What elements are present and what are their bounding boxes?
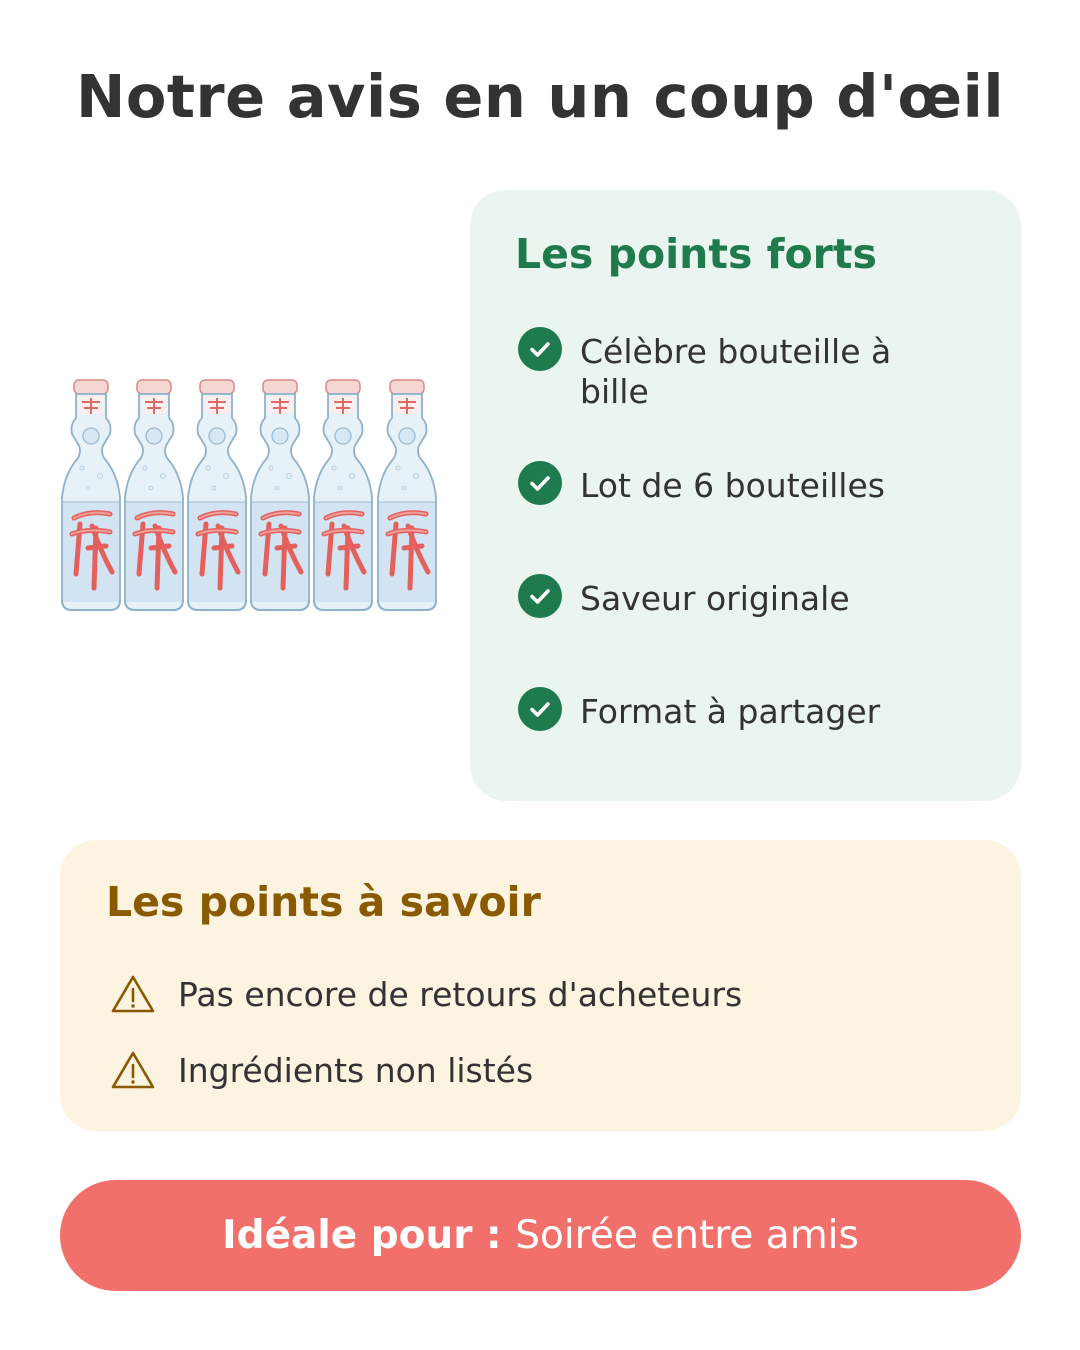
strength-item [518,466,988,506]
strength-item [518,579,988,619]
ideal-for-value: Soirée entre amis [515,1213,859,1258]
check-circle-icon [518,461,562,505]
strength-item [518,692,988,732]
strength-label: Saveur originale [580,579,850,618]
check-circle-icon [518,687,562,731]
warning-triangle-icon [110,1050,156,1090]
check-circle-icon [518,574,562,618]
ideal-for-label: Idéale pour : [222,1213,516,1258]
strength-item [518,332,988,412]
product-image [58,378,442,614]
caveats-card [60,840,1021,1131]
ramune-bottles-illustration [58,378,442,614]
warning-triangle-icon [110,974,156,1014]
ideal-for-banner [60,1180,1021,1291]
check-circle-icon [518,327,562,371]
strengths-card [470,190,1021,801]
strength-label: Lot de 6 bouteilles [580,466,885,505]
strengths-title: Les points forts [515,230,877,278]
strength-label: Format à partager [580,692,881,731]
caveat-item [110,1050,533,1090]
strength-label: Célèbre bouteille à bille [580,332,892,411]
page-title: Notre avis en un coup d'œil [75,62,1005,131]
caveat-label: Pas encore de retours d'acheteurs [178,974,743,1014]
caveat-label: Ingrédients non listés [178,1050,534,1090]
caveat-item [110,974,742,1014]
caveats-title: Les points à savoir [106,878,541,926]
